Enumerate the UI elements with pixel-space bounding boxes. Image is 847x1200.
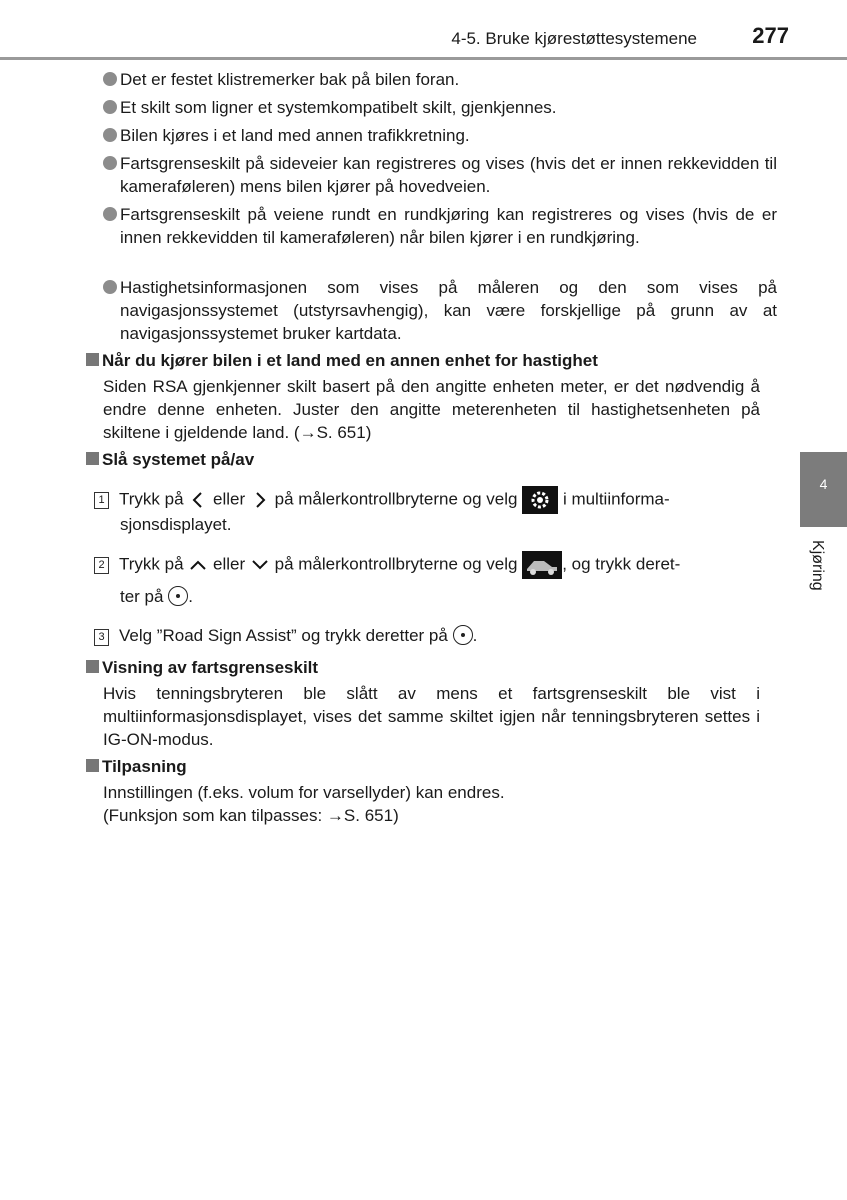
section-body-custom-line2: (Funksjon som kan tilpasses: →S. 651) bbox=[103, 806, 399, 825]
section-body-display: Hvis tenningsbryteren ble slått av mens et fartsgrenseskilt ble vist i multiinformasjonsdisplayet, vises det samme skiltet igjen når tenningsbryteren settes i IG-ON-modus. bbox=[103, 684, 760, 749]
bullet-dot-icon bbox=[103, 156, 117, 170]
step-2: 2 Trykk på eller på målerkontrollbryterne og velg , og trykk deret- bbox=[94, 551, 760, 579]
enter-button-icon bbox=[453, 625, 473, 645]
section-body-custom-line1: Innstillingen (f.eks. volum for varsellyder) kan endres. bbox=[103, 783, 505, 802]
driving-assist-icon bbox=[522, 551, 562, 579]
bullet-dot-icon bbox=[103, 100, 117, 114]
settings-gear-icon bbox=[522, 486, 558, 514]
bullet-item: Fartsgrenseskilt på sideveier kan registreres og vises (hvis det er innen rekkevidden til kameraføleren) mens bilen kjører på hovedveien. bbox=[103, 152, 777, 198]
bullet-dot-icon bbox=[103, 207, 117, 221]
section-heading-units: Når du kjører bilen i et land med en annen enhet for hastighet bbox=[86, 349, 598, 372]
section-body-units: Siden RSA gjenkjenner skilt basert på den angitte enheten meter, er det nødvendig å endre denne enheten. Juster den angitte meterenheten til hastighetsenheten på skiltene i gjeldende land. (→S. 651) bbox=[103, 377, 760, 442]
chapter-tab bbox=[800, 452, 847, 527]
section-marker-icon bbox=[86, 452, 99, 465]
section-heading-custom: Tilpasning bbox=[86, 755, 187, 778]
step-1-continuation: sjonsdisplayet. bbox=[120, 515, 232, 534]
chevron-up-icon bbox=[188, 558, 208, 572]
bullet-dot-icon bbox=[103, 280, 117, 294]
chevron-left-icon bbox=[188, 491, 208, 509]
step-1: 1 Trykk på eller på målerkontrollbryterne og velg i multiinforma- bbox=[94, 486, 760, 514]
bullet-dot-icon bbox=[103, 128, 117, 142]
chapter-number: 4 bbox=[819, 476, 828, 492]
header-section-title: 4-5. Bruke kjørestøttesystemene bbox=[451, 29, 697, 48]
chapter-label: Kjøring bbox=[809, 540, 826, 591]
section-marker-icon bbox=[86, 759, 99, 772]
section-marker-icon bbox=[86, 660, 99, 673]
section-heading-onoff: Slå systemet på/av bbox=[86, 448, 254, 471]
step-3: 3 Velg ”Road Sign Assist” og trykk deretter på . bbox=[94, 624, 760, 647]
step-number: 1 bbox=[94, 492, 109, 509]
chevron-down-icon bbox=[250, 558, 270, 572]
enter-button-icon bbox=[168, 586, 188, 606]
header-rule bbox=[0, 57, 847, 60]
section-heading-display: Visning av fartsgrenseskilt bbox=[86, 656, 318, 679]
bullet-item: Det er festet klistremerker bak på bilen foran. bbox=[103, 68, 777, 91]
chevron-right-icon bbox=[250, 491, 270, 509]
bullet-item: Fartsgrenseskilt på veiene rundt en rundkjøring kan registreres og vises (hvis de er innen rekkevidden til kameraføleren) når bilen kjører i en rundkjøring. bbox=[103, 203, 777, 249]
section-marker-icon bbox=[86, 353, 99, 366]
bullet-item: Hastighetsinformasjonen som vises på måleren og den som vises på navigasjonssystemet (utstyrsavhengig), kan være forskjellige på grunn av at navigasjonssystemet bruker kartdata. bbox=[103, 276, 777, 345]
step-number: 3 bbox=[94, 629, 109, 646]
bullet-dot-icon bbox=[103, 72, 117, 86]
step-number: 2 bbox=[94, 557, 109, 574]
page-number: 277 bbox=[752, 23, 789, 48]
bullet-item: Et skilt som ligner et systemkompatibelt skilt, gjenkjennes. bbox=[103, 96, 777, 119]
bullet-item: Bilen kjøres i et land med annen trafikkretning. bbox=[103, 124, 777, 147]
step-2-continuation: ter på . bbox=[120, 587, 193, 606]
